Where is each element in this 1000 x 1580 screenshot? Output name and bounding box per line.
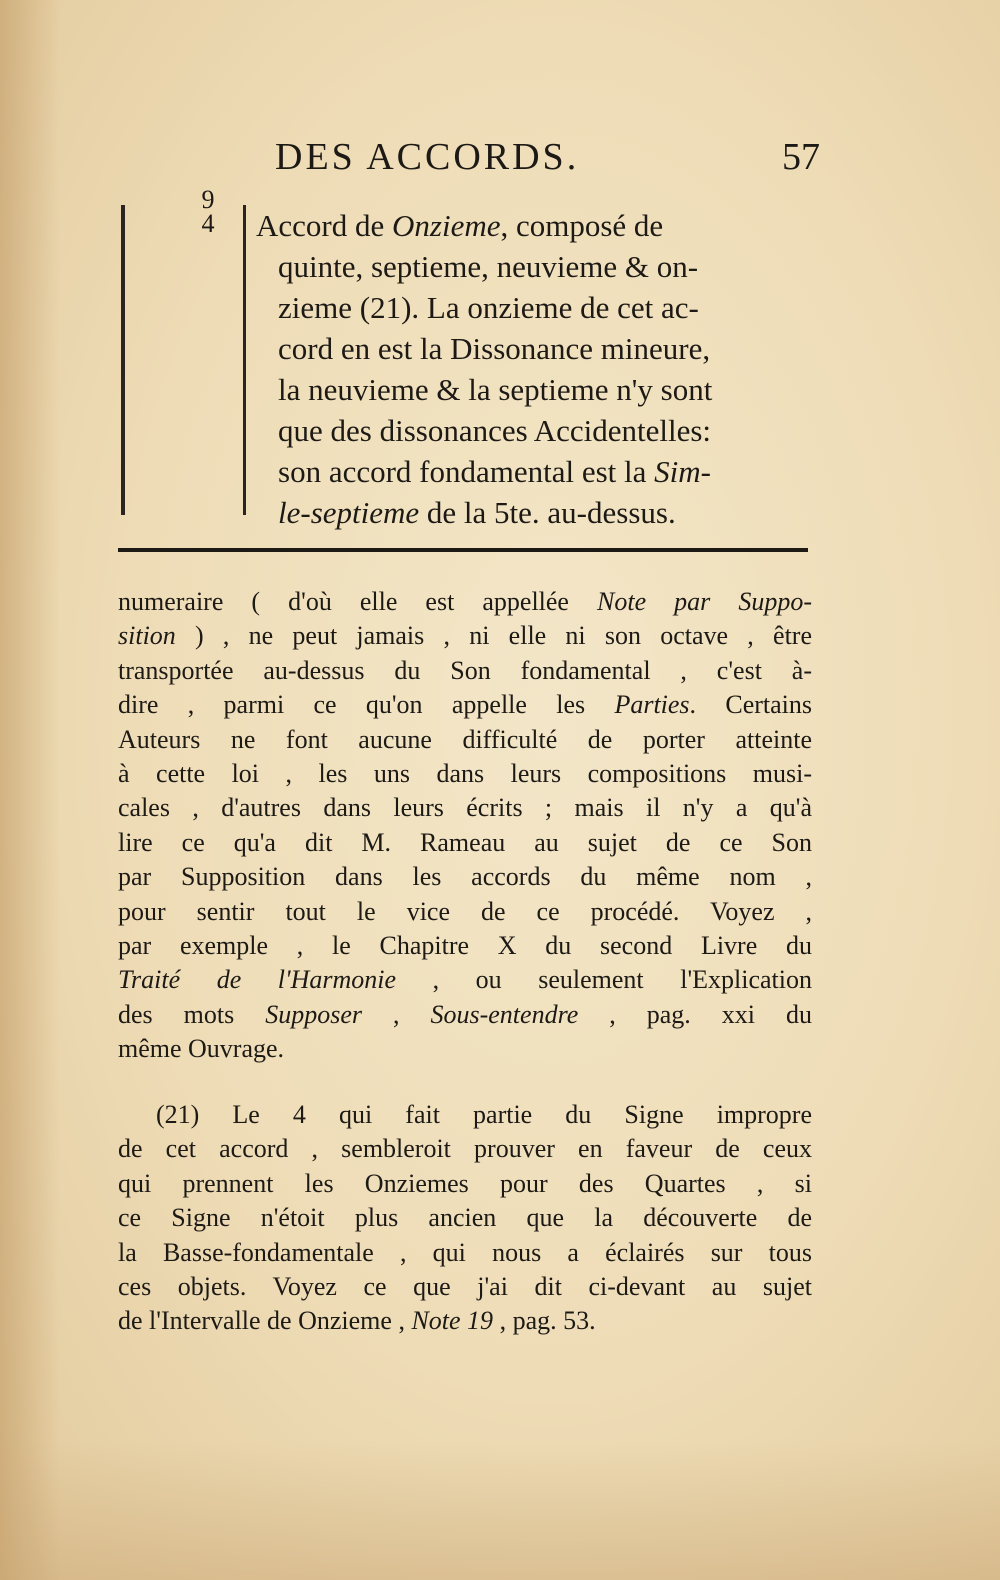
- note-line: des mots Supposer , Sous-entendre , pag. xxi du: [118, 999, 812, 1029]
- note-line: numeraire ( d'où elle est appellée Note par Suppo-: [118, 587, 812, 616]
- note-line: ces objets. Voyez ce que j'ai dit ci-devant au sujet: [118, 1272, 812, 1302]
- note-line: dire , parmi ce qu'on appelle les Parties. Certains: [118, 690, 812, 720]
- entry-line: que des dissonances Accidentelles:: [278, 413, 712, 448]
- right-vertical-rule: [243, 205, 246, 515]
- entry-line: la neuvieme & la septieme n'y sont: [278, 372, 713, 407]
- footnote-continuation: [118, 585, 812, 1067]
- page-number: 57: [782, 136, 820, 178]
- note-line: pour sentir tout le vice de ce procédé. Voyez ,: [118, 896, 812, 926]
- note-line: ce Signe n'étoit plus ancien que la découverte de: [118, 1203, 812, 1233]
- running-title: DES ACCORDS.: [275, 136, 580, 178]
- left-vertical-rule: [121, 205, 125, 515]
- entry-line: zieme (21). La onzieme de cet ac-: [278, 290, 699, 325]
- page-bottom-shadow: [0, 1440, 1000, 1580]
- entry-line: Accord de Onzieme, composé de: [256, 208, 664, 243]
- page-edge-shadow: [0, 0, 60, 1580]
- figure-top: 9: [201, 185, 215, 214]
- figure-bottom: 4: [201, 209, 215, 238]
- note-line: de cet accord , sembleroit prouver en faveur de ceux: [118, 1134, 812, 1164]
- page-header: [270, 135, 820, 190]
- footnote-21: [118, 1098, 812, 1339]
- note-line: Traité de l'Harmonie , ou seulement l'Explication: [118, 965, 812, 995]
- note-line: par exemple , le Chapitre X du second Livre du: [118, 931, 812, 961]
- note-line: la Basse-fondamentale , qui nous a éclairés sur tous: [118, 1237, 812, 1267]
- note-line: même Ouvrage.: [118, 1034, 285, 1064]
- note-line: transportée au-dessus du Son fondamental , c'est à-: [118, 655, 812, 685]
- entry-line: cord en est la Dissonance mineure,: [278, 331, 711, 366]
- note-line: cales , d'autres dans leurs écrits ; mais il n'y a qu'à: [118, 793, 812, 823]
- note-line: lire ce qu'a dit M. Rameau au sujet de ce Son: [118, 827, 812, 857]
- note-line: de l'Intervalle de Onzieme , Note 19 , pag. 53.: [118, 1306, 596, 1336]
- figured-bass-signature: [193, 185, 223, 238]
- note-line: qui prennent les Onziemes pour des Quartes , si: [118, 1168, 812, 1198]
- entry-line: son accord fondamental est la Sim-: [278, 454, 711, 489]
- chord-entry: [256, 205, 811, 533]
- entry-line: le-septieme de la 5te. au-dessus.: [278, 495, 676, 530]
- entry-line: quinte, septieme, neuvieme & on-: [278, 249, 699, 284]
- note-line: par Supposition dans les accords du même nom ,: [118, 862, 812, 892]
- note-line: (21) Le 4 qui fait partie du Signe impropre: [156, 1100, 812, 1129]
- note-line: Auteurs ne font aucune difficulté de porter atteinte: [118, 724, 812, 754]
- note-line: sition ) , ne peut jamais , ni elle ni son octave , être: [118, 621, 812, 651]
- section-divider: [118, 548, 808, 552]
- note-line: à cette loi , les uns dans leurs compositions musi-: [118, 759, 812, 789]
